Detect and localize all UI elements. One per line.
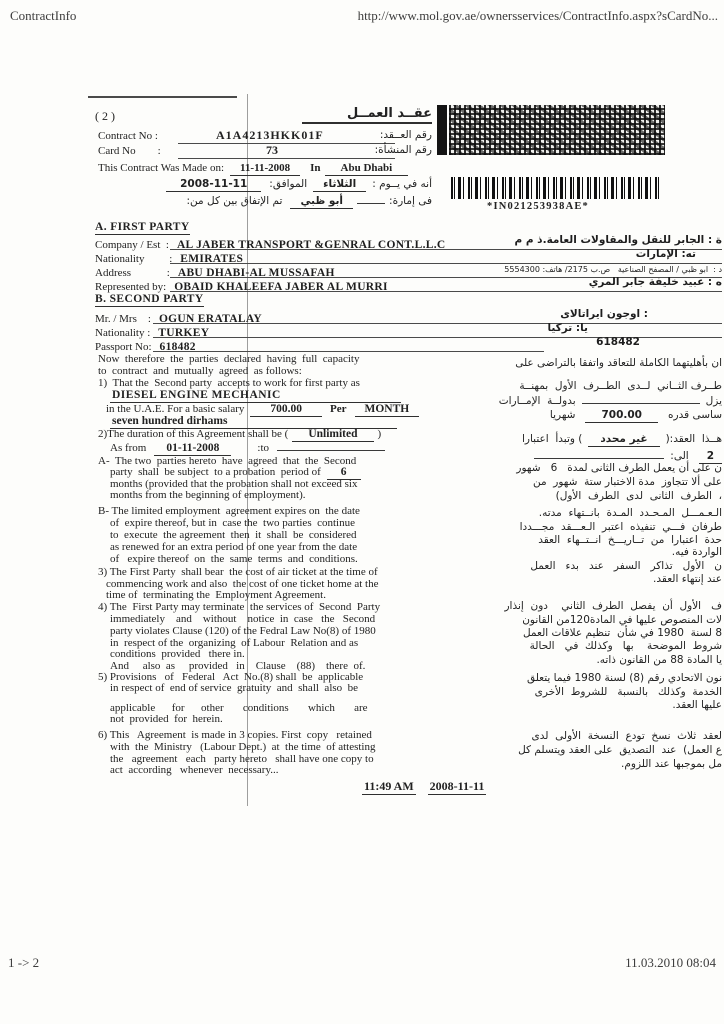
monthly-label-arabic: شهريا — [549, 409, 576, 421]
clause-5-line-1: 5) Provisions of Federal Act No.(8) shall be applicable — [98, 671, 364, 683]
first-party-nationality-arabic: ته: الإمارات — [635, 248, 696, 260]
clause-6-arabic-line-3: مل بموجبها عند اللزوم. — [621, 758, 722, 770]
day-name-arabic: الثلاثاء — [313, 178, 366, 192]
corresponding-label-arabic: الموافق: — [269, 178, 308, 190]
duration-value: Unlimited — [292, 428, 373, 442]
first-party-heading: A. FIRST PARTY — [95, 221, 190, 233]
passport-value: 618482 — [159, 341, 196, 353]
spacer — [231, 450, 257, 451]
day-date-arabic: 11-11-2008 — [166, 178, 261, 192]
employee-name-arabic: : اوجون ايراتالاى — [560, 308, 648, 320]
represented-by-arabic: ه : عبيد خليفة جابر المري — [588, 276, 722, 288]
clause-a-line-3: months (provided that the probation shall not exceed six — [110, 478, 358, 490]
clause-3-line-1: 3) The First Party shall bear the cost of air ticket at the time of — [98, 566, 378, 578]
employee-nationality-value: TURKEY — [158, 327, 210, 339]
employee-name-label: Mr. / Mrs : — [95, 313, 151, 325]
terms-intro-arabic: ان بأهليتهما الكاملة للتعاقد واتفقا بالتراضى على — [515, 357, 722, 369]
clause-4-line-5: conditions provided there in. — [110, 648, 245, 660]
clause-4-line-1: 4) The First Party may terminate the services of Second Party — [98, 601, 381, 613]
company-row — [95, 235, 724, 250]
passport-label: Passport No: — [95, 341, 152, 353]
clause-a-line-4: months from the beginning of employment). — [110, 489, 306, 501]
clause-6-line-4: act according whenever necessary... — [110, 764, 279, 776]
barcode-text: *IN021253938AE* — [487, 201, 590, 212]
clause-6-line-3: the agreement each party hereto shall have one copy to — [110, 753, 374, 765]
card-no-underline — [178, 158, 395, 159]
first-party-nationality-label: Nationality : — [95, 253, 173, 265]
blank-underline — [534, 449, 664, 459]
duration-pre-text: 2)The duration of this Agreement shall be ( — [98, 428, 289, 440]
spacer — [689, 458, 699, 459]
clause1-arabic-line-1: طــرف الثــاني لــدى الطــرف الأول بمهنــة — [519, 380, 722, 392]
blank-underline — [582, 394, 700, 404]
clause-5-arabic-line-3: عليها العقد. — [672, 699, 722, 711]
clause-b-arabic-line-2: طرفان فـــي تنفيذه اعتبر الـعـــقد مجـــددا — [519, 521, 722, 533]
clause1-arabic-line-3 — [550, 409, 722, 421]
attestation-timestamp — [362, 780, 486, 792]
clause-6-line-1: 6) This Agreement is made in 3 copies. First copy retained — [98, 729, 372, 741]
duration-pre-arabic: هــذا العقد:( — [665, 433, 722, 445]
salary-words: seven hundred dirhams — [110, 415, 397, 429]
company-value-arabic: ة : الجابر للنقل والمقاولات العامة.ذ م م — [514, 234, 722, 246]
barcode-2d — [449, 105, 665, 155]
clause-a-line-2 — [110, 466, 361, 478]
clause-5-line-3: applicable for other conditions which are — [110, 702, 368, 714]
clause-5-arabic-line-2: الخدمة وكذلك بالنسبة للشروط الأخرى — [534, 686, 722, 698]
employee-name-value: OGUN ERATALAY — [158, 313, 262, 325]
terms-intro-line-2: to contract and mutually agreed as follows: — [98, 365, 302, 377]
duration-value-arabic: غير محدد — [588, 433, 659, 447]
clause-4-arabic-line-5: يا المادة 88 من القانون ذاته. — [596, 654, 722, 666]
emirate-prefix-arabic: فى إمارة: — [389, 195, 432, 207]
from-date-value: 01-11-2008 — [154, 442, 231, 456]
salary-words-line — [110, 415, 397, 427]
print-footer-datetime: 11.03.2010 08:04 — [625, 955, 716, 970]
print-header-title: ContractInfo — [10, 8, 77, 23]
to-number-arabic: 2 — [699, 450, 722, 464]
clause-6-arabic-line-1: لعقد ثلاث نسخ تودع النسخة الأولى لدى — [531, 730, 722, 742]
as-from-label: As from — [110, 442, 147, 454]
passport-row — [95, 337, 724, 352]
clause-a-arabic-line-1: ن على أن يعمل الطرف الثانى لمدة 6 شهور — [516, 462, 722, 474]
blank-underline — [357, 194, 385, 204]
contract-no-label: Contract No : — [98, 130, 158, 142]
clause-5-line-2: in respect of end of service gratuity and shall also be — [110, 682, 359, 694]
made-on-line-arabic — [105, 178, 432, 190]
agreed-between-label-arabic: تم الإتفاق بين كل من: — [186, 195, 283, 207]
day-prefix-arabic: أنه في يــوم : — [372, 178, 432, 190]
page-number: ( 2 ) — [95, 109, 115, 123]
probation-months-value: 6 — [327, 466, 361, 480]
passport-value-arabic: 618482 — [596, 336, 640, 348]
barcode-1d — [451, 177, 660, 199]
first-party-nationality-value: EMIRATES — [180, 253, 244, 265]
to-date-blank — [277, 441, 385, 451]
address-value-arabic: د : ابو ظبي / المصفح الصناعية ص.ب 2175/ هاتف: 5554300 — [504, 265, 722, 274]
clause-4-line-2: immediately and without notice in case the Second — [110, 613, 376, 625]
address-label: Address : — [95, 267, 170, 279]
salary-period: MONTH — [355, 403, 420, 417]
represented-by-value: OBAID KHALEEFA JABER AL MURRI — [174, 281, 388, 293]
clause-3-line-3: time of terminating the Employment Agreement. — [106, 589, 326, 601]
made-in-label: In — [310, 162, 321, 174]
clause-4-arabic-line-2: لات المنصوص عليها في المادة120من القانون — [522, 614, 722, 626]
clause-5-arabic-line-1: نون الاتحادي رقم (8) لسنة 1980 فيما يتعلق — [526, 672, 722, 684]
clause-5-line-4: not provided for herein. — [110, 713, 223, 725]
contract-no-underline — [178, 143, 395, 144]
clause-b-line-5: of expire thereof on the same terms and conditions. — [110, 553, 358, 565]
clause1-line: 1) That the Second party accepts to work for first party as — [98, 377, 360, 389]
emirate-city-arabic: أبو ظبي — [290, 195, 353, 209]
barcode-2d-start-stripe — [437, 105, 447, 155]
scan-top-rule — [88, 96, 237, 98]
salary-pre-text: in the U.A.E. For a basic salary — [106, 403, 245, 415]
clause-3-arabic-line-2: عند إنتهاء العقد. — [653, 573, 722, 585]
clause-4-arabic-line-1: ف الأول أن يفصل الطرف الثاني دون إنذار — [504, 600, 722, 612]
clause-a-arabic-line-3: ، الطرف الثانى لدى الطرف الأول) — [555, 490, 722, 502]
second-party-heading: B. SECOND PARTY — [95, 293, 204, 305]
clause2-line — [98, 428, 381, 440]
attestation-time: 11:49 AM — [364, 779, 414, 793]
per-label: Per — [330, 403, 347, 415]
clause-b-arabic-line-1: الـعـمـــل المـحـدد المـدة بانــتهاء مدته. — [538, 507, 722, 519]
clause-b-arabic-line-3: حدة اعتبارا من تــاريـــخ انــتــهاء العقد — [538, 534, 722, 546]
represented-by-label: Represented by: — [95, 281, 167, 293]
clause2-arabic-line-1 — [522, 433, 722, 445]
clause-b-arabic-line-4: الواردة فيه. — [671, 546, 722, 558]
contract-no-value: A1A4213HKK01F — [216, 128, 324, 142]
profession-line — [110, 389, 401, 401]
clause-a-line-1: A- The two parties hereto have agreed that the Second — [98, 455, 357, 467]
row-underline — [153, 351, 544, 352]
salary-value-arabic: 700.00 — [585, 409, 658, 423]
salary-pre-arabic: ساسى قدره — [668, 409, 722, 421]
clause-a-arabic-line-2: على ألا تتجاوز مدة الاختبار ستة شهور من — [533, 476, 722, 488]
clause-4-line-4: in respect of the organizing of Labour Relation and as — [110, 637, 359, 649]
company-label: Company / Est : — [95, 239, 169, 251]
company-value: AL JABER TRANSPORT &GENRAL CONT.L.L.C — [176, 239, 446, 251]
terms-intro-line-1: Now therefore the parties declared having full capacity — [98, 353, 360, 365]
made-in-city: Abu Dhabi — [325, 162, 409, 176]
print-footer-pages: 1 -> 2 — [8, 955, 40, 970]
salary-value: 700.00 — [250, 403, 322, 417]
clause-4-arabic-line-4: شروط الموضحة بها وكذلك في الحالة — [529, 640, 722, 652]
in-uae-arabic: بدولــة الإمــارات — [498, 395, 576, 407]
clause-4-line-6: And also as provided in Clause (88) there of. — [110, 660, 366, 672]
print-header-url: http://www.mol.gov.ae/ownersservices/ContractInfo.aspx?sCardNo... — [357, 8, 718, 23]
clause-3-line-2: commencing work and also the cost of one ticket home at the — [106, 578, 379, 590]
made-on-label: This Contract Was Made on: — [98, 162, 225, 174]
clause-b-line-1: B- The limited employment agreement expires on the date — [98, 505, 360, 517]
to-label-arabic: الى: — [670, 450, 689, 462]
card-no-label-arabic: رقم المنشأة: — [374, 144, 432, 156]
clause-b-line-2: of expire thereof, but in case the two parties continue — [110, 517, 355, 529]
clause-4-line-3: party violates Clause (120) of the Fedral Law No(8) of 1980 — [110, 625, 376, 637]
duration-tail-arabic: ) وتبدأ اعتبارا — [521, 433, 583, 445]
first-party-nationality-row — [95, 249, 724, 264]
row-underline — [170, 291, 722, 292]
duration-close-paren: ) — [377, 428, 382, 440]
employee-name-row — [95, 309, 724, 324]
clause1-arabic-line-2 — [499, 394, 722, 407]
clause-3-arabic-line-1: ن الأول تذاكر السفر عند بدء العمل — [530, 560, 722, 572]
spacer — [416, 789, 428, 790]
profession-fragment-arabic: يزل — [705, 395, 722, 407]
made-on-date: 11-11-2008 — [230, 162, 300, 176]
card-no-value: 73 — [266, 143, 278, 157]
attestation-date: 2008-11-11 — [429, 779, 485, 793]
emirate-line-arabic — [105, 194, 432, 207]
clause-6-arabic-line-2: ع العمل) عند التصديق على العقد ويتسلم كل — [518, 744, 722, 756]
address-value: ABU DHABI-AL MUSSAFAH — [177, 267, 335, 279]
profession-value: DIESEL ENGINE MECHANIC — [110, 389, 401, 403]
represented-by-row — [95, 277, 724, 292]
employee-nationality-arabic: يا: تركيا — [547, 322, 588, 334]
salary-line — [106, 403, 419, 415]
card-no-label: Card No : — [98, 145, 161, 157]
to-label: :to — [257, 442, 270, 454]
made-on-line — [98, 162, 408, 174]
contract-title-arabic: عقــد العمــل — [302, 108, 432, 124]
from-date-line — [110, 441, 385, 454]
contract-no-label-arabic: رقم العــقد: — [379, 129, 432, 141]
clause2-arabic-line-2 — [528, 449, 722, 462]
clause-b-line-3: to execute the agreement then it shall be considered — [110, 529, 357, 541]
clause-4-arabic-line-3: 8 لسنة 1980 في شأن تنظيم علاقات العمل — [522, 627, 722, 639]
probation-pre-text: party shall be subject to a probation period of — [110, 466, 321, 478]
employee-nationality-label: Nationality : — [95, 327, 151, 339]
clause-b-line-4: as renewed for an extra period of one year from the date — [110, 541, 358, 553]
clause-6-line-2: with the Ministry (Labour Dept.) at the time of attesting — [110, 741, 376, 753]
